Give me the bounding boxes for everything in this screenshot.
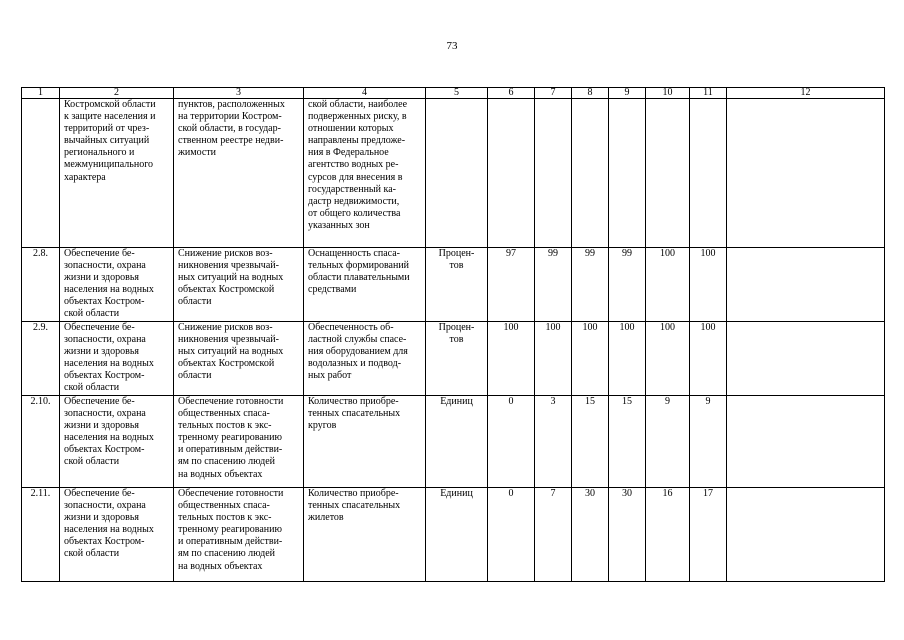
column-header: 8 (572, 88, 609, 99)
column-header: 11 (690, 88, 727, 99)
unit-cell (426, 248, 488, 322)
table-row (22, 99, 885, 248)
value-cell (646, 488, 690, 582)
header-row (22, 88, 885, 99)
unit-cell (426, 488, 488, 582)
value-cell (572, 248, 609, 322)
value-cell (646, 99, 690, 248)
row-number (22, 488, 60, 582)
task-cell-text: Обеспечение бе- зопасности, охрана жизни и здоровья населения на водных объектах Костром- ской области (64, 488, 154, 560)
row-number-text: 2.8. (33, 248, 48, 259)
row-number-text: 2.9. (33, 322, 48, 333)
value-cell (488, 99, 535, 248)
value-cell-text: 99 (548, 248, 558, 259)
value-cell-text: 9 (665, 396, 670, 407)
task-cell-text: Обеспечение бе- зопасности, охрана жизни и здоровья населения на водных объектах Костром- ской области (64, 248, 154, 320)
value-cell (535, 396, 572, 488)
indicator-cell (304, 322, 426, 396)
unit-cell-text: Единиц (440, 396, 473, 407)
indicator-cell (304, 99, 426, 248)
result-cell (174, 322, 304, 396)
value-cell (727, 396, 885, 488)
table-row (22, 322, 885, 396)
value-cell (646, 322, 690, 396)
unit-cell-text: Процен- тов (438, 248, 475, 272)
value-cell-text: 30 (622, 488, 632, 499)
value-cell-text: 99 (585, 248, 595, 259)
column-header: 7 (535, 88, 572, 99)
result-cell (174, 396, 304, 488)
unit-cell (426, 99, 488, 248)
column-header: 3 (174, 88, 304, 99)
value-cell (690, 99, 727, 248)
value-cell (690, 396, 727, 488)
row-number-text: 2.10. (30, 396, 51, 407)
result-cell (174, 248, 304, 322)
value-cell (690, 322, 727, 396)
result-cell-text: Обеспечение готовности общественных спаса- тельных постов к экс- тренному реагированию и оперативным действи- ям по спасению людей на водных объектах (178, 488, 284, 572)
value-cell (727, 248, 885, 322)
value-cell-text: 100 (700, 248, 716, 259)
indicator-cell-text: ской области, наиболее подверженных риску, в отношении которых направлены предложе- ния в Федеральное агентство водных ре- сурсов для внесения в государственный ка- дастр недвижимости, от общего количества указанных зон (308, 99, 408, 231)
column-header: 5 (426, 88, 488, 99)
value-cell (488, 396, 535, 488)
value-cell-text: 3 (550, 396, 556, 407)
value-cell (572, 396, 609, 488)
value-cell (646, 248, 690, 322)
value-cell (488, 488, 535, 582)
value-cell-text: 7 (550, 488, 556, 499)
table-row (22, 248, 885, 322)
task-cell-text: Обеспечение бе- зопасности, охрана жизни и здоровья населения на водных объектах Костром- ской области (64, 396, 154, 468)
value-cell-text: 100 (582, 322, 598, 333)
value-cell (572, 488, 609, 582)
value-cell-text: 15 (622, 396, 632, 407)
value-cell (572, 322, 609, 396)
result-cell-text: пунктов, расположенных на территории Костром- ской области, в государ- ственном реестре недви- жимости (178, 99, 285, 159)
value-cell (727, 99, 885, 248)
value-cell-text: 100 (503, 322, 519, 333)
value-cell (609, 248, 646, 322)
value-cell (727, 322, 885, 396)
unit-cell (426, 396, 488, 488)
indicator-cell (304, 488, 426, 582)
value-cell-text: 97 (506, 248, 516, 259)
column-header: 6 (488, 88, 535, 99)
table-row (22, 396, 885, 488)
value-cell-text: 100 (660, 322, 675, 333)
task-cell (60, 396, 174, 488)
value-cell (646, 396, 690, 488)
result-cell (174, 99, 304, 248)
value-cell (572, 99, 609, 248)
row-number (22, 396, 60, 488)
row-number (22, 99, 60, 248)
page-number: 73 (446, 40, 458, 52)
value-cell-text: 16 (662, 488, 673, 499)
row-number (22, 248, 60, 322)
value-cell-text: 30 (585, 488, 595, 499)
value-cell (535, 488, 572, 582)
row-number (22, 322, 60, 396)
value-cell-text: 9 (705, 396, 711, 407)
task-cell (60, 322, 174, 396)
value-cell (609, 99, 646, 248)
value-cell (609, 488, 646, 582)
value-cell-text: 0 (508, 396, 514, 407)
unit-cell-text: Единиц (440, 488, 473, 499)
value-cell-text: 100 (619, 322, 635, 333)
value-cell-text: 100 (700, 322, 716, 333)
task-cell (60, 99, 174, 248)
indicator-cell-text: Оснащенность спаса- тельных формирований области плавательными средствами (308, 248, 410, 296)
value-cell (535, 248, 572, 322)
unit-cell (426, 322, 488, 396)
value-cell-text: 99 (622, 248, 632, 259)
value-cell-text: 15 (585, 396, 595, 407)
indicator-cell-text: Обеспеченность об- ластной службы спасе- ния оборудованием для водолазных и подвод- ных работ (308, 322, 408, 382)
task-cell-text: Костромской области к защите населения и территорий от чрез- вычайных ситуаций регионального и межмуниципального характера (64, 99, 156, 183)
indicator-cell-text: Количество приобре- тенных спасательных кругов (308, 396, 401, 432)
value-cell (690, 488, 727, 582)
value-cell (535, 99, 572, 248)
column-header: 9 (609, 88, 646, 99)
indicators-table (21, 87, 885, 582)
row-number-text: 2.11. (30, 488, 51, 499)
value-cell-text: 17 (703, 488, 713, 499)
value-cell (488, 248, 535, 322)
value-cell (727, 488, 885, 582)
task-cell (60, 248, 174, 322)
column-header: 12 (727, 88, 885, 99)
task-cell-text: Обеспечение бе- зопасности, охрана жизни и здоровья населения на водных объектах Костром- ской области (64, 322, 154, 394)
value-cell-text: 0 (508, 488, 514, 499)
value-cell-text: 100 (660, 248, 675, 259)
result-cell-text: Снижение рисков воз- никновения чрезвычай- ных ситуаций на водных объектах Костромской области (178, 248, 284, 308)
unit-cell-text: Процен- тов (438, 322, 475, 346)
value-cell (535, 322, 572, 396)
task-cell (60, 488, 174, 582)
column-header: 4 (304, 88, 426, 99)
column-header: 10 (646, 88, 690, 99)
value-cell (690, 248, 727, 322)
result-cell (174, 488, 304, 582)
value-cell-text: 100 (545, 322, 561, 333)
result-cell-text: Снижение рисков воз- никновения чрезвычай- ных ситуаций на водных объектах Костромской области (178, 322, 284, 382)
indicator-cell (304, 396, 426, 488)
indicator-cell (304, 248, 426, 322)
result-cell-text: Обеспечение готовности общественных спаса- тельных постов к экс- тренному реагированию и оперативным действи- ям по спасению людей на водных объектах (178, 396, 284, 480)
column-header: 1 (22, 88, 60, 99)
value-cell (609, 322, 646, 396)
value-cell (609, 396, 646, 488)
table-row (22, 488, 885, 582)
value-cell (488, 322, 535, 396)
column-header: 2 (60, 88, 174, 99)
indicator-cell-text: Количество приобре- тенных спасательных жилетов (308, 488, 401, 524)
